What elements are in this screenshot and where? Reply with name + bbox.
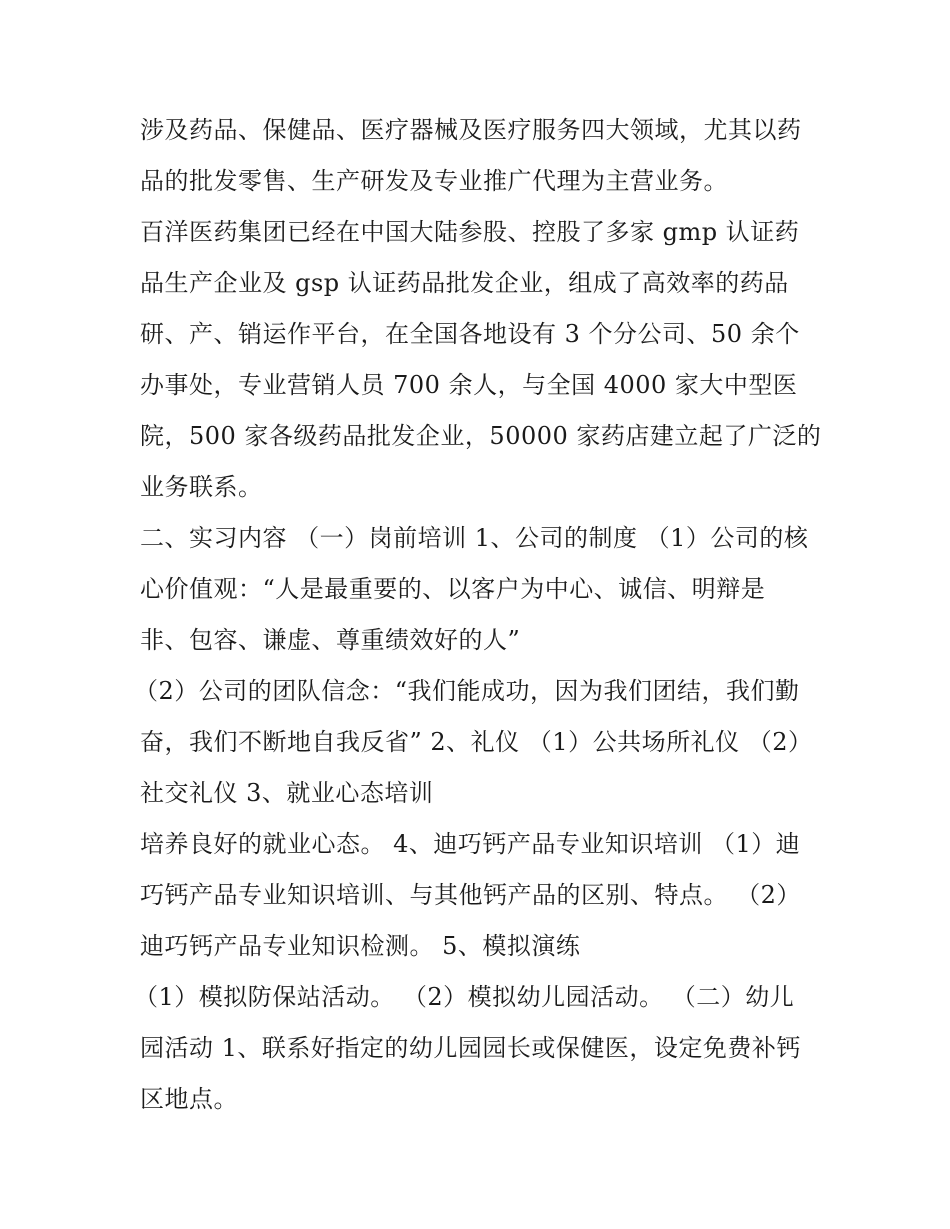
text-line: 心价值观：“人是最重要的、以客户为中心、诚信、明辩是 (140, 575, 766, 603)
text-line: 品生产企业及 gsp 认证药品批发企业，组成了高效率的药品 (140, 269, 789, 297)
text-line: 二、实习内容 （一）岗前培训 1、公司的制度 （1）公司的核 (140, 524, 809, 552)
text-line: 百洋医药集团已经在中国大陆参股、控股了多家 gmp 认证药 (140, 218, 800, 246)
body-text (134, 105, 830, 1125)
text-line: 品的批发零售、生产研发及专业推广代理为主营业务。 (140, 167, 728, 195)
text-line: （2）公司的团队信念：“我们能成功，因为我们团结，我们勤 (134, 677, 800, 705)
text-line: 培养良好的就业心态。 4、迪巧钙产品专业知识培训 （1）迪 (140, 830, 801, 858)
text-line: 院，500 家各级药品批发企业，50000 家药店建立起了广泛的 (140, 422, 822, 450)
text-line: 社交礼仪 3、就业心态培训 (140, 779, 434, 807)
text-line: 园活动 1、联系好指定的幼儿园园长或保健医，设定免费补钙 (140, 1034, 801, 1062)
text-line: （1）模拟防保站活动。 （2）模拟幼儿园活动。 （二）幼儿 (134, 983, 795, 1011)
text-line: 业务联系。 (140, 473, 263, 501)
text-line: 区地点。 (140, 1085, 238, 1113)
text-line: 迪巧钙产品专业知识检测。 5、模拟演练 (140, 932, 581, 960)
text-line: 巧钙产品专业知识培训、与其他钙产品的区别、特点。 （2） (140, 881, 801, 909)
text-line: 研、产、销运作平台，在全国各地设有 3 个分公司、50 余个 (140, 320, 800, 348)
text-line: 办事处，专业营销人员 700 余人，与全国 4000 家大中型医 (140, 371, 798, 399)
text-line: 奋，我们不断地自我反省” 2、礼仪 （1）公共场所礼仪 （2） (140, 728, 813, 756)
text-line: 非、包容、谦虚、尊重绩效好的人” (140, 626, 521, 654)
text-line: 涉及药品、保健品、医疗器械及医疗服务四大领域，尤其以药 (140, 116, 802, 144)
